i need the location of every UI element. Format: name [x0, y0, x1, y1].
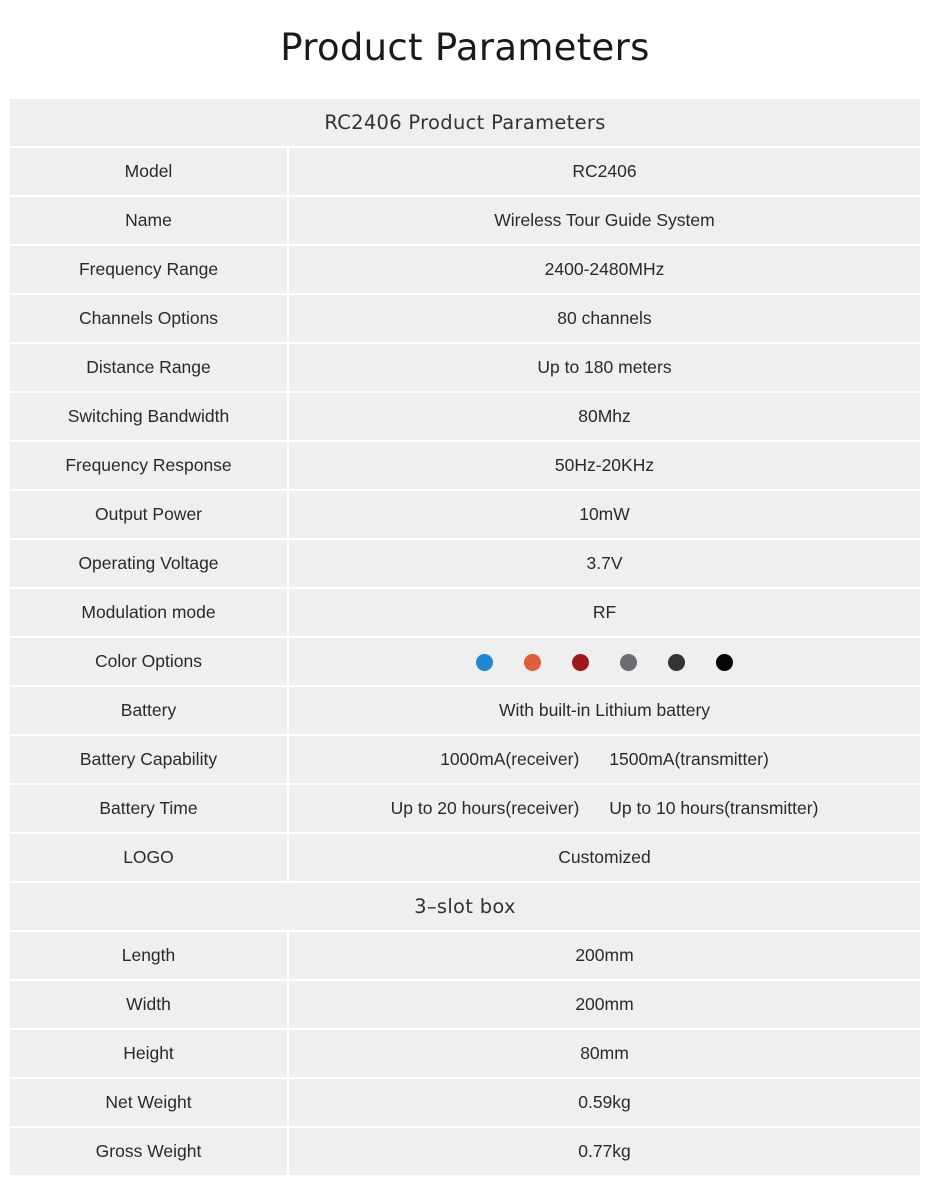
table-row [10, 687, 920, 734]
table-row [10, 1030, 920, 1077]
box-value: 80mm [289, 1030, 920, 1077]
param-value: 3.7V [289, 540, 920, 587]
section-title: RC2406 Product Parameters [10, 99, 920, 146]
color-swatch-charcoal [668, 654, 685, 671]
param-label: Frequency Response [10, 442, 289, 489]
section-title: 3–slot box [10, 883, 920, 930]
table-row [10, 1128, 920, 1175]
table-row [10, 932, 920, 979]
param-value: RF [289, 589, 920, 636]
table-row [10, 736, 920, 783]
param-value: 80 channels [289, 295, 920, 342]
color-swatch-black [716, 654, 733, 671]
color-swatch-list [476, 654, 733, 671]
param-label: Output Power [10, 491, 289, 538]
param-label: Battery Time [10, 785, 289, 832]
box-label: Net Weight [10, 1079, 289, 1126]
transmitter-value: Up to 10 hours(transmitter) [609, 798, 819, 818]
table-row [10, 540, 920, 587]
param-value-pair [289, 785, 920, 832]
param-label: Frequency Range [10, 246, 289, 293]
color-swatch-orange [524, 654, 541, 671]
param-value: Customized [289, 834, 920, 881]
param-label: LOGO [10, 834, 289, 881]
param-label: Color Options [10, 638, 289, 685]
table-row [10, 393, 920, 440]
param-label: Model [10, 148, 289, 195]
param-label: Operating Voltage [10, 540, 289, 587]
table-row [10, 246, 920, 293]
table-row [10, 785, 920, 832]
section-header-row [10, 883, 920, 930]
table-row [10, 1079, 920, 1126]
table-row [10, 197, 920, 244]
table-row [10, 295, 920, 342]
color-swatch-dark-red [572, 654, 589, 671]
param-label: Modulation mode [10, 589, 289, 636]
color-swatch-blue [476, 654, 493, 671]
param-value: 50Hz-20KHz [289, 442, 920, 489]
param-label: Distance Range [10, 344, 289, 391]
box-value: 0.59kg [289, 1079, 920, 1126]
box-label: Height [10, 1030, 289, 1077]
table-row [10, 981, 920, 1028]
box-value: 0.77kg [289, 1128, 920, 1175]
param-value: With built-in Lithium battery [289, 687, 920, 734]
table-row [10, 834, 920, 881]
box-label: Width [10, 981, 289, 1028]
param-value: RC2406 [289, 148, 920, 195]
param-value: 10mW [289, 491, 920, 538]
table-row [10, 442, 920, 489]
color-swatch-gray [620, 654, 637, 671]
receiver-value: 1000mA(receiver) [440, 749, 580, 769]
param-value: Wireless Tour Guide System [289, 197, 920, 244]
table-row [10, 638, 920, 685]
box-value: 200mm [289, 932, 920, 979]
box-label: Length [10, 932, 289, 979]
param-label: Name [10, 197, 289, 244]
box-label: Gross Weight [10, 1128, 289, 1175]
color-options-cell [289, 638, 920, 685]
table-row [10, 148, 920, 195]
param-value: Up to 180 meters [289, 344, 920, 391]
transmitter-value: 1500mA(transmitter) [609, 749, 769, 769]
param-label: Battery [10, 687, 289, 734]
table-row [10, 491, 920, 538]
param-value-pair [289, 736, 920, 783]
table-row [10, 589, 920, 636]
param-label: Battery Capability [10, 736, 289, 783]
box-value: 200mm [289, 981, 920, 1028]
page-title: Product Parameters [280, 26, 650, 69]
table-row [10, 344, 920, 391]
section-header-row [10, 99, 920, 146]
param-value: 80Mhz [289, 393, 920, 440]
param-label: Channels Options [10, 295, 289, 342]
param-label: Switching Bandwidth [10, 393, 289, 440]
product-parameters-table [10, 97, 920, 1177]
receiver-value: Up to 20 hours(receiver) [390, 798, 580, 818]
param-value: 2400-2480MHz [289, 246, 920, 293]
